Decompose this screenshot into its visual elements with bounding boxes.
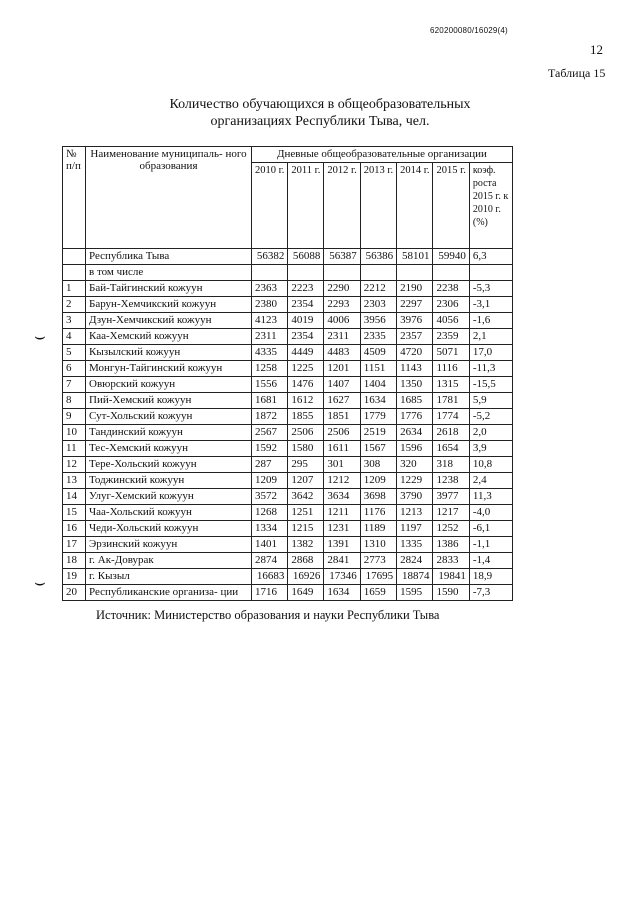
- row-number: 13: [63, 473, 86, 489]
- row-value: 1335: [397, 537, 433, 553]
- row-number: 4: [63, 329, 86, 345]
- header-group: Дневные общеобразовательные организации: [252, 147, 513, 163]
- row-value: 1774: [433, 409, 469, 425]
- row-value: 3976: [397, 313, 433, 329]
- subheader-label: в том числе: [86, 265, 252, 281]
- row-value: 1217: [433, 505, 469, 521]
- row-number: 3: [63, 313, 86, 329]
- subheader-row: [63, 265, 513, 281]
- total-no: [63, 249, 86, 265]
- row-number: 1: [63, 281, 86, 297]
- row-value: 1776: [397, 409, 433, 425]
- row-value: 1592: [252, 441, 288, 457]
- row-value: 1212: [324, 473, 360, 489]
- row-coef: 3,9: [469, 441, 512, 457]
- table-label: Таблица 15: [548, 66, 606, 80]
- row-value: 1229: [397, 473, 433, 489]
- row-number: 8: [63, 393, 86, 409]
- header-year-2010: 2010 г.: [252, 163, 288, 249]
- row-value: 1268: [252, 505, 288, 521]
- total-value-2012: 56387: [324, 249, 360, 265]
- margin-mark: ⌣: [34, 326, 46, 346]
- table-row: [63, 505, 513, 521]
- total-coef: 6,3: [469, 249, 512, 265]
- row-coef: -1,6: [469, 313, 512, 329]
- header-year-2013: 2013 г.: [360, 163, 396, 249]
- row-number: 12: [63, 457, 86, 473]
- row-value: 2868: [288, 553, 324, 569]
- row-value: 3642: [288, 489, 324, 505]
- row-value: 1612: [288, 393, 324, 409]
- row-value: 4720: [397, 345, 433, 361]
- row-value: 2363: [252, 281, 288, 297]
- row-name: г. Кызыл: [86, 569, 252, 585]
- row-value: 308: [360, 457, 396, 473]
- row-value: 1627: [324, 393, 360, 409]
- table-row: [63, 457, 513, 473]
- row-value: 1209: [360, 473, 396, 489]
- row-value: 2212: [360, 281, 396, 297]
- row-name: Тандинский кожуун: [86, 425, 252, 441]
- row-value: 1391: [324, 537, 360, 553]
- row-value: 1596: [397, 441, 433, 457]
- row-value: 318: [433, 457, 469, 473]
- row-value: 1209: [252, 473, 288, 489]
- row-name: г. Ак-Довурак: [86, 553, 252, 569]
- row-value: 2833: [433, 553, 469, 569]
- row-value: 1781: [433, 393, 469, 409]
- row-value: 4335: [252, 345, 288, 361]
- total-value-2015: 59940: [433, 249, 469, 265]
- row-coef: -1,4: [469, 553, 512, 569]
- row-value: 1197: [397, 521, 433, 537]
- row-value: 1716: [252, 585, 288, 601]
- total-value-2010: 56382: [252, 249, 288, 265]
- row-coef: -7,3: [469, 585, 512, 601]
- title-line-1: Количество обучающихся в общеобразовательных: [169, 97, 471, 112]
- table-row: [63, 553, 513, 569]
- header-name: Наименование муниципаль- ного образования: [86, 147, 252, 249]
- row-value: 1580: [288, 441, 324, 457]
- total-row: [63, 249, 513, 265]
- total-value-2011: 56088: [288, 249, 324, 265]
- table-row: [63, 393, 513, 409]
- subheader-empty: [288, 265, 324, 281]
- header-year-2014: 2014 г.: [397, 163, 433, 249]
- row-coef: -11,3: [469, 361, 512, 377]
- table-row: [63, 425, 513, 441]
- row-value: 16926: [288, 569, 324, 585]
- table-row: [63, 329, 513, 345]
- row-coef: 2,0: [469, 425, 512, 441]
- row-value: 1659: [360, 585, 396, 601]
- table-row: [63, 281, 513, 297]
- row-number: 5: [63, 345, 86, 361]
- margin-mark: ⌣: [34, 572, 46, 592]
- row-value: 1386: [433, 537, 469, 553]
- row-value: 1649: [288, 585, 324, 601]
- row-value: 1143: [397, 361, 433, 377]
- row-number: 6: [63, 361, 86, 377]
- row-value: 1215: [288, 521, 324, 537]
- row-value: 3572: [252, 489, 288, 505]
- row-value: 320: [397, 457, 433, 473]
- row-value: 1201: [324, 361, 360, 377]
- table-row: [63, 361, 513, 377]
- row-value: 2311: [252, 329, 288, 345]
- row-coef: 11,3: [469, 489, 512, 505]
- row-value: 1567: [360, 441, 396, 457]
- row-value: 1334: [252, 521, 288, 537]
- subheader-empty: [324, 265, 360, 281]
- row-value: 1151: [360, 361, 396, 377]
- row-value: 1407: [324, 377, 360, 393]
- table-row: [63, 441, 513, 457]
- row-coef: 2,1: [469, 329, 512, 345]
- table-row: [63, 313, 513, 329]
- row-value: 19841: [433, 569, 469, 585]
- row-value: 18874: [397, 569, 433, 585]
- row-coef: 17,0: [469, 345, 512, 361]
- row-value: 2519: [360, 425, 396, 441]
- row-value: 1238: [433, 473, 469, 489]
- row-value: 3956: [360, 313, 396, 329]
- row-value: 287: [252, 457, 288, 473]
- row-coef: 5,9: [469, 393, 512, 409]
- table-row: [63, 537, 513, 553]
- row-value: 2634: [397, 425, 433, 441]
- row-coef: -3,1: [469, 297, 512, 313]
- subheader-empty: [252, 265, 288, 281]
- title-line-2: организациях Республики Тыва, чел.: [210, 114, 430, 129]
- row-value: 1681: [252, 393, 288, 409]
- row-value: 2290: [324, 281, 360, 297]
- row-value: 1685: [397, 393, 433, 409]
- row-value: 4449: [288, 345, 324, 361]
- row-name: Бай-Тайгинский кожуун: [86, 281, 252, 297]
- row-coef: -1,1: [469, 537, 512, 553]
- row-value: 2311: [324, 329, 360, 345]
- row-value: 2841: [324, 553, 360, 569]
- row-coef: -4,0: [469, 505, 512, 521]
- table-row: [63, 569, 513, 585]
- row-value: 3634: [324, 489, 360, 505]
- row-value: 1590: [433, 585, 469, 601]
- source-note: Источник: Министерство образования и науки Республики Тыва: [96, 608, 440, 622]
- row-value: 2506: [324, 425, 360, 441]
- subheader-empty: [360, 265, 396, 281]
- row-name: Овюрский кожуун: [86, 377, 252, 393]
- row-number: 7: [63, 377, 86, 393]
- row-value: 1855: [288, 409, 324, 425]
- row-value: 1252: [433, 521, 469, 537]
- row-coef: 10,8: [469, 457, 512, 473]
- row-value: 1207: [288, 473, 324, 489]
- row-value: 4509: [360, 345, 396, 361]
- row-value: 1189: [360, 521, 396, 537]
- row-value: 1315: [433, 377, 469, 393]
- row-name: Республиканские организа- ции: [86, 585, 252, 601]
- students-table-container: [62, 146, 513, 601]
- row-value: 295: [288, 457, 324, 473]
- subheader-no: [63, 265, 86, 281]
- row-name: Кызылский кожуун: [86, 345, 252, 361]
- row-value: 2190: [397, 281, 433, 297]
- row-value: 1595: [397, 585, 433, 601]
- subheader-empty: [397, 265, 433, 281]
- row-name: Дзун-Хемчикский кожуун: [86, 313, 252, 329]
- table-body: [63, 249, 513, 601]
- row-value: 1258: [252, 361, 288, 377]
- row-value: 1225: [288, 361, 324, 377]
- row-number: 16: [63, 521, 86, 537]
- row-value: 3698: [360, 489, 396, 505]
- row-value: 4483: [324, 345, 360, 361]
- total-value-2013: 56386: [360, 249, 396, 265]
- row-value: 2506: [288, 425, 324, 441]
- row-name: Тере-Хольский кожуун: [86, 457, 252, 473]
- row-number: 18: [63, 553, 86, 569]
- table-row: [63, 409, 513, 425]
- row-value: 2306: [433, 297, 469, 313]
- row-number: 20: [63, 585, 86, 601]
- row-name: Пий-Хемский кожуун: [86, 393, 252, 409]
- row-value: 1401: [252, 537, 288, 553]
- row-value: 2354: [288, 297, 324, 313]
- row-number: 10: [63, 425, 86, 441]
- row-value: 3977: [433, 489, 469, 505]
- students-table: [62, 146, 513, 601]
- table-title: [120, 96, 520, 130]
- table-header: [63, 147, 513, 249]
- row-name: Чеди-Хольский кожуун: [86, 521, 252, 537]
- row-coef: 2,4: [469, 473, 512, 489]
- row-value: 4006: [324, 313, 360, 329]
- row-value: 1779: [360, 409, 396, 425]
- row-value: 2380: [252, 297, 288, 313]
- row-value: 1476: [288, 377, 324, 393]
- row-value: 2297: [397, 297, 433, 313]
- row-value: 2335: [360, 329, 396, 345]
- row-value: 1176: [360, 505, 396, 521]
- row-value: 2357: [397, 329, 433, 345]
- row-value: 1634: [324, 585, 360, 601]
- row-value: 17695: [360, 569, 396, 585]
- table-row: [63, 473, 513, 489]
- row-number: 9: [63, 409, 86, 425]
- row-number: 17: [63, 537, 86, 553]
- subheader-empty: [469, 265, 512, 281]
- row-value: 2223: [288, 281, 324, 297]
- row-number: 19: [63, 569, 86, 585]
- row-value: 4019: [288, 313, 324, 329]
- row-value: 2359: [433, 329, 469, 345]
- row-name: Монгун-Тайгинский кожуун: [86, 361, 252, 377]
- row-name: Эрзинский кожуун: [86, 537, 252, 553]
- row-number: 2: [63, 297, 86, 313]
- row-number: 11: [63, 441, 86, 457]
- row-name: Чаа-Хольский кожуун: [86, 505, 252, 521]
- row-value: 2238: [433, 281, 469, 297]
- header-year-2015: 2015 г.: [433, 163, 469, 249]
- row-coef: -6,1: [469, 521, 512, 537]
- row-coef: -5,2: [469, 409, 512, 425]
- row-value: 1251: [288, 505, 324, 521]
- row-value: 2354: [288, 329, 324, 345]
- row-coef: -15,5: [469, 377, 512, 393]
- table-row: [63, 489, 513, 505]
- row-name: Сут-Хольский кожуун: [86, 409, 252, 425]
- row-value: 4056: [433, 313, 469, 329]
- document-code: 620200080/16029(4): [430, 26, 508, 35]
- row-value: 1654: [433, 441, 469, 457]
- row-coef: 18,9: [469, 569, 512, 585]
- table-row: [63, 377, 513, 393]
- row-value: 16683: [252, 569, 288, 585]
- total-name: Республика Тыва: [86, 249, 252, 265]
- row-value: 1310: [360, 537, 396, 553]
- row-name: Тес-Хемский кожуун: [86, 441, 252, 457]
- row-value: 1116: [433, 361, 469, 377]
- row-value: 2303: [360, 297, 396, 313]
- row-value: 1851: [324, 409, 360, 425]
- row-coef: -5,3: [469, 281, 512, 297]
- header-year-2012: 2012 г.: [324, 163, 360, 249]
- row-value: 2567: [252, 425, 288, 441]
- row-number: 14: [63, 489, 86, 505]
- table-row: [63, 521, 513, 537]
- row-name: Каа-Хемский кожуун: [86, 329, 252, 345]
- row-number: 15: [63, 505, 86, 521]
- row-value: 2824: [397, 553, 433, 569]
- row-value: 1231: [324, 521, 360, 537]
- row-value: 1404: [360, 377, 396, 393]
- row-value: 5071: [433, 345, 469, 361]
- header-year-2011: 2011 г.: [288, 163, 324, 249]
- header-coef: коэф. роста 2015 г. к 2010 г. (%): [469, 163, 512, 249]
- subheader-empty: [433, 265, 469, 281]
- row-value: 2773: [360, 553, 396, 569]
- table-row: [63, 585, 513, 601]
- row-value: 1556: [252, 377, 288, 393]
- row-value: 1611: [324, 441, 360, 457]
- table-row: [63, 297, 513, 313]
- row-value: 4123: [252, 313, 288, 329]
- row-value: 2618: [433, 425, 469, 441]
- row-value: 1350: [397, 377, 433, 393]
- header-no: № п/п: [63, 147, 86, 249]
- row-value: 301: [324, 457, 360, 473]
- row-name: Улуг-Хемский кожуун: [86, 489, 252, 505]
- table-row: [63, 345, 513, 361]
- row-name: Тоджинский кожуун: [86, 473, 252, 489]
- page-number: 12: [590, 42, 603, 57]
- row-value: 1382: [288, 537, 324, 553]
- row-value: 1213: [397, 505, 433, 521]
- row-value: 3790: [397, 489, 433, 505]
- row-value: 1211: [324, 505, 360, 521]
- total-value-2014: 58101: [397, 249, 433, 265]
- row-value: 2874: [252, 553, 288, 569]
- row-value: 2293: [324, 297, 360, 313]
- row-value: 17346: [324, 569, 360, 585]
- row-name: Барун-Хемчикский кожуун: [86, 297, 252, 313]
- row-value: 1872: [252, 409, 288, 425]
- row-value: 1634: [360, 393, 396, 409]
